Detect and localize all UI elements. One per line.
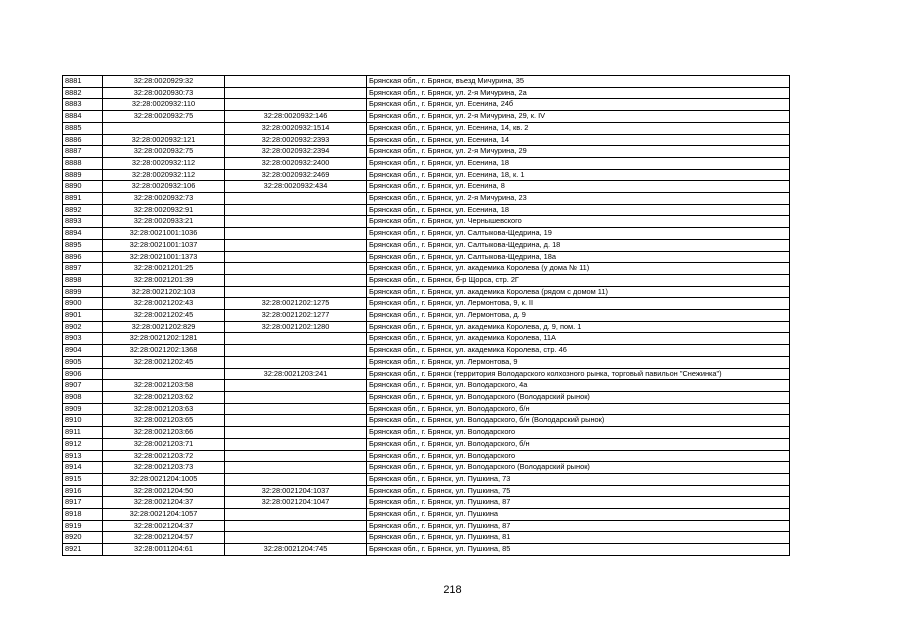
row-number-cell: 8894 xyxy=(63,228,103,240)
cadastral-number-cell: 32:28:0021204:1005 xyxy=(103,473,225,485)
address-cell: Брянская обл., г. Брянск, ул. Салтыкова-Щедрина, д. 18 xyxy=(367,239,790,251)
cadastral-number-cell: 32:28:0021001:1036 xyxy=(103,228,225,240)
table-row xyxy=(63,99,790,111)
address-cell: Брянская обл., г. Брянск, ул. Пушкина, 73 xyxy=(367,473,790,485)
cadastral-number-cell: 32:28:0020932:112 xyxy=(103,157,225,169)
row-number-cell: 8912 xyxy=(63,438,103,450)
row-number-cell: 8910 xyxy=(63,415,103,427)
address-cell: Брянская обл., г. Брянск, ул. Володарского, б/н xyxy=(367,403,790,415)
table-row xyxy=(63,298,790,310)
table-row xyxy=(63,473,790,485)
row-number-cell: 8908 xyxy=(63,391,103,403)
cadastral-number-cell: 32:28:0020930:73 xyxy=(103,87,225,99)
row-number-cell: 8882 xyxy=(63,87,103,99)
address-cell: Брянская обл., г. Брянск, ул. Пушкина, 87 xyxy=(367,497,790,509)
address-cell: Брянская обл., г. Брянск, въезд Мичурина, 35 xyxy=(367,76,790,88)
cadastral-number-cell: 32:28:0020932:110 xyxy=(103,99,225,111)
row-number-cell: 8919 xyxy=(63,520,103,532)
related-cadastral-number-cell xyxy=(225,438,367,450)
address-cell: Брянская обл., г. Брянск, ул. академика Королева, стр. 46 xyxy=(367,345,790,357)
cadastral-number-cell: 32:28:0021202:829 xyxy=(103,321,225,333)
cadastral-number-cell: 32:28:0020932:75 xyxy=(103,146,225,158)
related-cadastral-number-cell xyxy=(225,216,367,228)
cadastral-number-cell: 32:28:0021203:72 xyxy=(103,450,225,462)
related-cadastral-number-cell xyxy=(225,520,367,532)
cadastral-number-cell: 32:28:0021202:45 xyxy=(103,356,225,368)
cadastral-number-cell: 32:28:0021204:57 xyxy=(103,532,225,544)
table-row xyxy=(63,204,790,216)
table-row xyxy=(63,520,790,532)
cadastral-number-cell xyxy=(103,368,225,380)
cadastral-number-cell: 32:28:0021202:45 xyxy=(103,310,225,322)
related-cadastral-number-cell xyxy=(225,356,367,368)
related-cadastral-number-cell: 32:28:0021204:1047 xyxy=(225,497,367,509)
related-cadastral-number-cell xyxy=(225,427,367,439)
related-cadastral-number-cell xyxy=(225,193,367,205)
row-number-cell: 8907 xyxy=(63,380,103,392)
cadastral-number-cell: 32:28:0020932:75 xyxy=(103,111,225,123)
address-cell: Брянская обл., г. Брянск, ул. Володарского, б/н xyxy=(367,438,790,450)
cadastral-number-cell: 32:28:0021202:1281 xyxy=(103,333,225,345)
row-number-cell: 8917 xyxy=(63,497,103,509)
related-cadastral-number-cell xyxy=(225,380,367,392)
table-row xyxy=(63,146,790,158)
cadastral-number-cell: 32:28:0021204:37 xyxy=(103,497,225,509)
row-number-cell: 8918 xyxy=(63,509,103,521)
cadastral-number-cell: 32:28:0021203:63 xyxy=(103,403,225,415)
address-cell: Брянская обл., г. Брянск, ул. 2-я Мичурина, 23 xyxy=(367,193,790,205)
related-cadastral-number-cell xyxy=(225,76,367,88)
table-row xyxy=(63,450,790,462)
address-cell: Брянская обл., г. Брянск, ул. Салтыкова-Щедрина, 18а xyxy=(367,251,790,263)
row-number-cell: 8898 xyxy=(63,274,103,286)
row-number-cell: 8900 xyxy=(63,298,103,310)
address-cell: Брянская обл., г. Брянск, ул. Есенина, 8 xyxy=(367,181,790,193)
row-number-cell: 8901 xyxy=(63,310,103,322)
related-cadastral-number-cell: 32:28:0020932:2400 xyxy=(225,157,367,169)
table-row xyxy=(63,356,790,368)
address-cell: Брянская обл., г. Брянск, ул. Володарского, б/н (Володарский рынок) xyxy=(367,415,790,427)
table-row xyxy=(63,193,790,205)
address-cell: Брянская обл., г. Брянск, ул. Есенина, 18 xyxy=(367,157,790,169)
cadastral-number-cell: 32:28:0021001:1373 xyxy=(103,251,225,263)
table-row xyxy=(63,438,790,450)
table-row xyxy=(63,251,790,263)
related-cadastral-number-cell xyxy=(225,99,367,111)
address-cell: Брянская обл., г. Брянск, ул. Володарского (Володарский рынок) xyxy=(367,462,790,474)
related-cadastral-number-cell xyxy=(225,263,367,275)
address-cell: Брянская обл., г. Брянск, ул. Есенина, 24б xyxy=(367,99,790,111)
cadastral-number-cell: 32:28:0021001:1037 xyxy=(103,239,225,251)
table-row xyxy=(63,310,790,322)
address-cell: Брянская обл., г. Брянск, ул. Володарского (Володарский рынок) xyxy=(367,391,790,403)
address-cell: Брянская обл., г. Брянск, ул. Пушкина, 75 xyxy=(367,485,790,497)
row-number-cell: 8889 xyxy=(63,169,103,181)
table-row xyxy=(63,157,790,169)
related-cadastral-number-cell: 32:28:0020932:434 xyxy=(225,181,367,193)
row-number-cell: 8897 xyxy=(63,263,103,275)
row-number-cell: 8881 xyxy=(63,76,103,88)
address-cell: Брянская обл., г. Брянск, ул. академика Королева (рядом с домом 11) xyxy=(367,286,790,298)
page-number: 218 xyxy=(443,584,462,596)
cadastral-number-cell: 32:28:0021202:103 xyxy=(103,286,225,298)
address-cell: Брянская обл., г. Брянск, б-р Щорса, стр. 2Г xyxy=(367,274,790,286)
related-cadastral-number-cell xyxy=(225,473,367,485)
table-row xyxy=(63,485,790,497)
table-row xyxy=(63,122,790,134)
related-cadastral-number-cell: 32:28:0021203:241 xyxy=(225,368,367,380)
table-row xyxy=(63,497,790,509)
address-cell: Брянская обл., г. Брянск, ул. Пушкина, 85 xyxy=(367,544,790,556)
address-cell: Брянская обл., г. Брянск, ул. Володарского, 4а xyxy=(367,380,790,392)
address-cell: Брянская обл., г. Брянск, ул. Лермонтова, 9, к. II xyxy=(367,298,790,310)
table-row xyxy=(63,134,790,146)
row-number-cell: 8909 xyxy=(63,403,103,415)
row-number-cell: 8896 xyxy=(63,251,103,263)
cadastral-number-cell: 32:28:0021201:39 xyxy=(103,274,225,286)
related-cadastral-number-cell: 32:28:0021204:745 xyxy=(225,544,367,556)
row-number-cell: 8890 xyxy=(63,181,103,193)
table-row xyxy=(63,228,790,240)
related-cadastral-number-cell xyxy=(225,345,367,357)
row-number-cell: 8916 xyxy=(63,485,103,497)
table-row xyxy=(63,239,790,251)
cadastral-number-cell: 32:28:0021203:58 xyxy=(103,380,225,392)
cadastral-number-cell: 32:28:0021203:66 xyxy=(103,427,225,439)
cadastral-number-cell: 32:28:0021203:71 xyxy=(103,438,225,450)
row-number-cell: 8905 xyxy=(63,356,103,368)
row-number-cell: 8911 xyxy=(63,427,103,439)
table-row xyxy=(63,111,790,123)
cadastral-number-cell xyxy=(103,122,225,134)
related-cadastral-number-cell xyxy=(225,274,367,286)
related-cadastral-number-cell: 32:28:0021202:1275 xyxy=(225,298,367,310)
related-cadastral-number-cell xyxy=(225,228,367,240)
cadastral-number-cell: 32:28:0020932:106 xyxy=(103,181,225,193)
row-number-cell: 8902 xyxy=(63,321,103,333)
related-cadastral-number-cell: 32:28:0020932:1514 xyxy=(225,122,367,134)
related-cadastral-number-cell: 32:28:0021202:1277 xyxy=(225,310,367,322)
table-row xyxy=(63,169,790,181)
table-row xyxy=(63,286,790,298)
cadastral-number-cell: 32:28:0020932:121 xyxy=(103,134,225,146)
cadastral-number-cell: 32:28:0020929:32 xyxy=(103,76,225,88)
row-number-cell: 8906 xyxy=(63,368,103,380)
table-row xyxy=(63,380,790,392)
cadastral-number-cell: 32:28:0011204:61 xyxy=(103,544,225,556)
address-cell: Брянская обл., г. Брянск, ул. 2-я Мичурина, 29, к. IV xyxy=(367,111,790,123)
registry-table xyxy=(62,75,790,556)
cadastral-number-cell: 32:28:0020933:21 xyxy=(103,216,225,228)
table-row xyxy=(63,87,790,99)
table-row xyxy=(63,216,790,228)
row-number-cell: 8893 xyxy=(63,216,103,228)
address-cell: Брянская обл., г. Брянск (территория Володарского колхозного рынка, торговый павильон "Снежинка") xyxy=(367,368,790,380)
table-row xyxy=(63,462,790,474)
related-cadastral-number-cell xyxy=(225,333,367,345)
cadastral-number-cell: 32:28:0021203:62 xyxy=(103,391,225,403)
row-number-cell: 8921 xyxy=(63,544,103,556)
row-number-cell: 8895 xyxy=(63,239,103,251)
address-cell: Брянская обл., г. Брянск, ул. 2-я Мичурина, 29 xyxy=(367,146,790,158)
related-cadastral-number-cell: 32:28:0021204:1037 xyxy=(225,485,367,497)
cadastral-number-cell: 32:28:0021204:37 xyxy=(103,520,225,532)
related-cadastral-number-cell xyxy=(225,204,367,216)
row-number-cell: 8883 xyxy=(63,99,103,111)
table-row xyxy=(63,263,790,275)
address-cell: Брянская обл., г. Брянск, ул. Чернышевского xyxy=(367,216,790,228)
cadastral-number-cell: 32:28:0021203:73 xyxy=(103,462,225,474)
related-cadastral-number-cell xyxy=(225,532,367,544)
address-cell: Брянская обл., г. Брянск, ул. Лермонтова, д. 9 xyxy=(367,310,790,322)
related-cadastral-number-cell xyxy=(225,415,367,427)
address-cell: Брянская обл., г. Брянск, ул. Пушкина, 81 xyxy=(367,532,790,544)
row-number-cell: 8904 xyxy=(63,345,103,357)
table-row xyxy=(63,274,790,286)
row-number-cell: 8886 xyxy=(63,134,103,146)
related-cadastral-number-cell xyxy=(225,462,367,474)
related-cadastral-number-cell xyxy=(225,391,367,403)
address-cell: Брянская обл., г. Брянск, ул. Пушкина xyxy=(367,509,790,521)
address-cell: Брянская обл., г. Брянск, ул. Есенина, 14 xyxy=(367,134,790,146)
table-row xyxy=(63,391,790,403)
row-number-cell: 8891 xyxy=(63,193,103,205)
table-row xyxy=(63,321,790,333)
table-row xyxy=(63,181,790,193)
address-cell: Брянская обл., г. Брянск, ул. Салтыкова-Щедрина, 19 xyxy=(367,228,790,240)
related-cadastral-number-cell xyxy=(225,509,367,521)
row-number-cell: 8885 xyxy=(63,122,103,134)
address-cell: Брянская обл., г. Брянск, ул. Лермонтова, 9 xyxy=(367,356,790,368)
cadastral-number-cell: 32:28:0021204:50 xyxy=(103,485,225,497)
table-row xyxy=(63,544,790,556)
row-number-cell: 8920 xyxy=(63,532,103,544)
related-cadastral-number-cell: 32:28:0020932:2394 xyxy=(225,146,367,158)
related-cadastral-number-cell: 32:28:0021202:1280 xyxy=(225,321,367,333)
cadastral-number-cell: 32:28:0021202:43 xyxy=(103,298,225,310)
address-cell: Брянская обл., г. Брянск, ул. Есенина, 14, кв. 2 xyxy=(367,122,790,134)
address-cell: Брянская обл., г. Брянск, ул. Володарского xyxy=(367,427,790,439)
cadastral-number-cell: 32:28:0021202:1368 xyxy=(103,345,225,357)
table-row xyxy=(63,509,790,521)
table-row xyxy=(63,345,790,357)
row-number-cell: 8913 xyxy=(63,450,103,462)
row-number-cell: 8884 xyxy=(63,111,103,123)
related-cadastral-number-cell xyxy=(225,286,367,298)
cadastral-number-cell: 32:28:0020932:112 xyxy=(103,169,225,181)
related-cadastral-number-cell xyxy=(225,239,367,251)
row-number-cell: 8914 xyxy=(63,462,103,474)
table-row xyxy=(63,333,790,345)
related-cadastral-number-cell: 32:28:0020932:2393 xyxy=(225,134,367,146)
table-row xyxy=(63,368,790,380)
table-row xyxy=(63,427,790,439)
related-cadastral-number-cell xyxy=(225,251,367,263)
row-number-cell: 8888 xyxy=(63,157,103,169)
related-cadastral-number-cell: 32:28:0020932:2469 xyxy=(225,169,367,181)
related-cadastral-number-cell xyxy=(225,403,367,415)
table-row xyxy=(63,76,790,88)
address-cell: Брянская обл., г. Брянск, ул. академика Королева (у дома № 11) xyxy=(367,263,790,275)
cadastral-number-cell: 32:28:0020932:73 xyxy=(103,193,225,205)
table-row xyxy=(63,415,790,427)
cadastral-number-cell: 32:28:0020932:91 xyxy=(103,204,225,216)
row-number-cell: 8887 xyxy=(63,146,103,158)
address-cell: Брянская обл., г. Брянск, ул. академика Королева, 11А xyxy=(367,333,790,345)
row-number-cell: 8899 xyxy=(63,286,103,298)
table-row xyxy=(63,403,790,415)
address-cell: Брянская обл., г. Брянск, ул. Володарского xyxy=(367,450,790,462)
related-cadastral-number-cell: 32:28:0020932:146 xyxy=(225,111,367,123)
address-cell: Брянская обл., г. Брянск, ул. Пушкина, 87 xyxy=(367,520,790,532)
row-number-cell: 8903 xyxy=(63,333,103,345)
address-cell: Брянская обл., г. Брянск, ул. 2-я Мичурина, 2а xyxy=(367,87,790,99)
row-number-cell: 8915 xyxy=(63,473,103,485)
cadastral-number-cell: 32:28:0021204:1057 xyxy=(103,509,225,521)
address-cell: Брянская обл., г. Брянск, ул. академика Королева, д. 9, пом. 1 xyxy=(367,321,790,333)
address-cell: Брянская обл., г. Брянск, ул. Есенина, 18, к. 1 xyxy=(367,169,790,181)
related-cadastral-number-cell xyxy=(225,450,367,462)
table-row xyxy=(63,532,790,544)
row-number-cell: 8892 xyxy=(63,204,103,216)
cadastral-number-cell: 32:28:0021201:25 xyxy=(103,263,225,275)
cadastral-number-cell: 32:28:0021203:65 xyxy=(103,415,225,427)
address-cell: Брянская обл., г. Брянск, ул. Есенина, 18 xyxy=(367,204,790,216)
registry-table-body xyxy=(63,76,790,556)
related-cadastral-number-cell xyxy=(225,87,367,99)
